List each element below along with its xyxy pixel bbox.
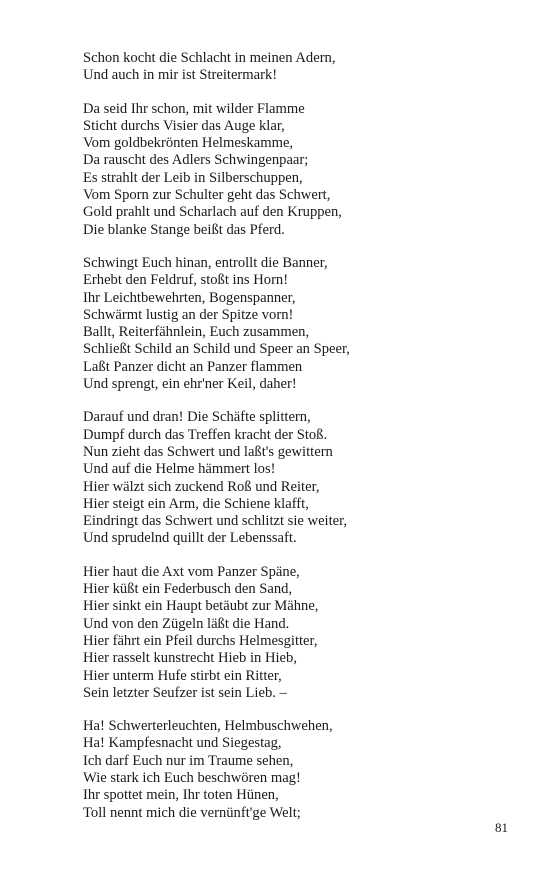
poem-line: Dumpf durch das Treffen kracht der Stoß. bbox=[83, 426, 328, 443]
poem-line: Erhebt den Feldruf, stoßt ins Horn! bbox=[83, 272, 289, 289]
poem-line: Die blanke Stange beißt das Pferd. bbox=[83, 221, 285, 238]
poem-line: Und sprudelnd quillt der Lebenssaft. bbox=[83, 530, 297, 547]
poem-line: Hier unterm Hufe stirbt ein Ritter, bbox=[83, 667, 282, 684]
poem-line: Schließt Schild an Schild und Speer an Speer, bbox=[83, 341, 350, 358]
poem-line: Vom Sporn zur Schulter geht das Schwert, bbox=[83, 187, 331, 204]
poem-line: Ihr Leichtbewehrten, Bogenspanner, bbox=[83, 289, 296, 306]
poem-line: Hier küßt ein Federbusch den Sand, bbox=[83, 581, 293, 598]
poem-line: Sein letzter Seufzer ist sein Lieb. – bbox=[83, 684, 287, 701]
poem-line: Hier haut die Axt vom Panzer Späne, bbox=[83, 563, 300, 580]
poem-line: Es strahlt der Leib in Silberschuppen, bbox=[83, 169, 303, 186]
stanza bbox=[83, 255, 503, 393]
poem-line: Da rauscht des Adlers Schwingenpaar; bbox=[83, 152, 309, 169]
poem-line: Ballt, Reiterfähnlein, Euch zusammen, bbox=[83, 324, 310, 341]
poem-line: Ich darf Euch nur im Traume sehen, bbox=[83, 752, 294, 769]
poem-line: Hier fährt ein Pfeil durchs Helmesgitter, bbox=[83, 632, 318, 649]
poem-body bbox=[83, 50, 503, 838]
poem-line: Schon kocht die Schlacht in meinen Adern, bbox=[83, 50, 336, 66]
poem-line: Ha! Schwerterleuchten, Helmbuschwehen, bbox=[83, 718, 333, 735]
poem-line: Und auch in mir ist Streitermark! bbox=[83, 67, 278, 84]
poem-line: Hier steigt ein Arm, die Schiene klafft, bbox=[83, 495, 309, 512]
poem-line: Hier wälzt sich zuckend Roß und Reiter, bbox=[83, 478, 320, 495]
poem-line: Schwingt Euch hinan, entrollt die Banner, bbox=[83, 254, 328, 271]
poem-line: Ihr spottet mein, Ihr toten Hünen, bbox=[83, 787, 279, 804]
stanza bbox=[83, 409, 503, 547]
poem-line: Ha! Kampfesnacht und Siegestag, bbox=[83, 735, 282, 752]
poem-line: Und von den Zügeln läßt die Hand. bbox=[83, 615, 290, 632]
poem-line: Hier sinkt ein Haupt betäubt zur Mähne, bbox=[83, 598, 319, 615]
poem-line: Da seid Ihr schon, mit wilder Flamme bbox=[83, 100, 305, 117]
poem-line: Vom goldbekrönten Helmeskamme, bbox=[83, 135, 294, 152]
page-number: 81 bbox=[495, 820, 508, 835]
poem-line: Gold prahlt und Scharlach auf den Kruppen, bbox=[83, 204, 342, 221]
poem-line: Eindringt das Schwert und schlitzt sie weiter, bbox=[83, 513, 348, 530]
poem-line: Hier rasselt kunstrecht Hieb in Hieb, bbox=[83, 650, 297, 667]
poem-line: Wie stark ich Euch beschwören mag! bbox=[83, 769, 301, 786]
poem-line: Und auf die Helme hämmert los! bbox=[83, 461, 276, 478]
stanza bbox=[83, 564, 503, 702]
poem-line: Nun zieht das Schwert und laßt's gewittern bbox=[83, 443, 333, 460]
stanza bbox=[83, 50, 503, 85]
poem-line: Schwärmt lustig an der Spitze vorn! bbox=[83, 306, 294, 323]
poem-line: Sticht durchs Visier das Auge klar, bbox=[83, 117, 285, 134]
poem-line: Und sprengt, ein ehr'ner Keil, daher! bbox=[83, 376, 297, 393]
poem-line: Toll nennt mich die vernünft'ge Welt; bbox=[83, 804, 301, 821]
stanza bbox=[83, 718, 503, 822]
stanza bbox=[83, 101, 503, 239]
poem-line: Darauf und dran! Die Schäfte splittern, bbox=[83, 409, 311, 426]
poem-line: Laßt Panzer dicht an Panzer flammen bbox=[83, 358, 303, 375]
